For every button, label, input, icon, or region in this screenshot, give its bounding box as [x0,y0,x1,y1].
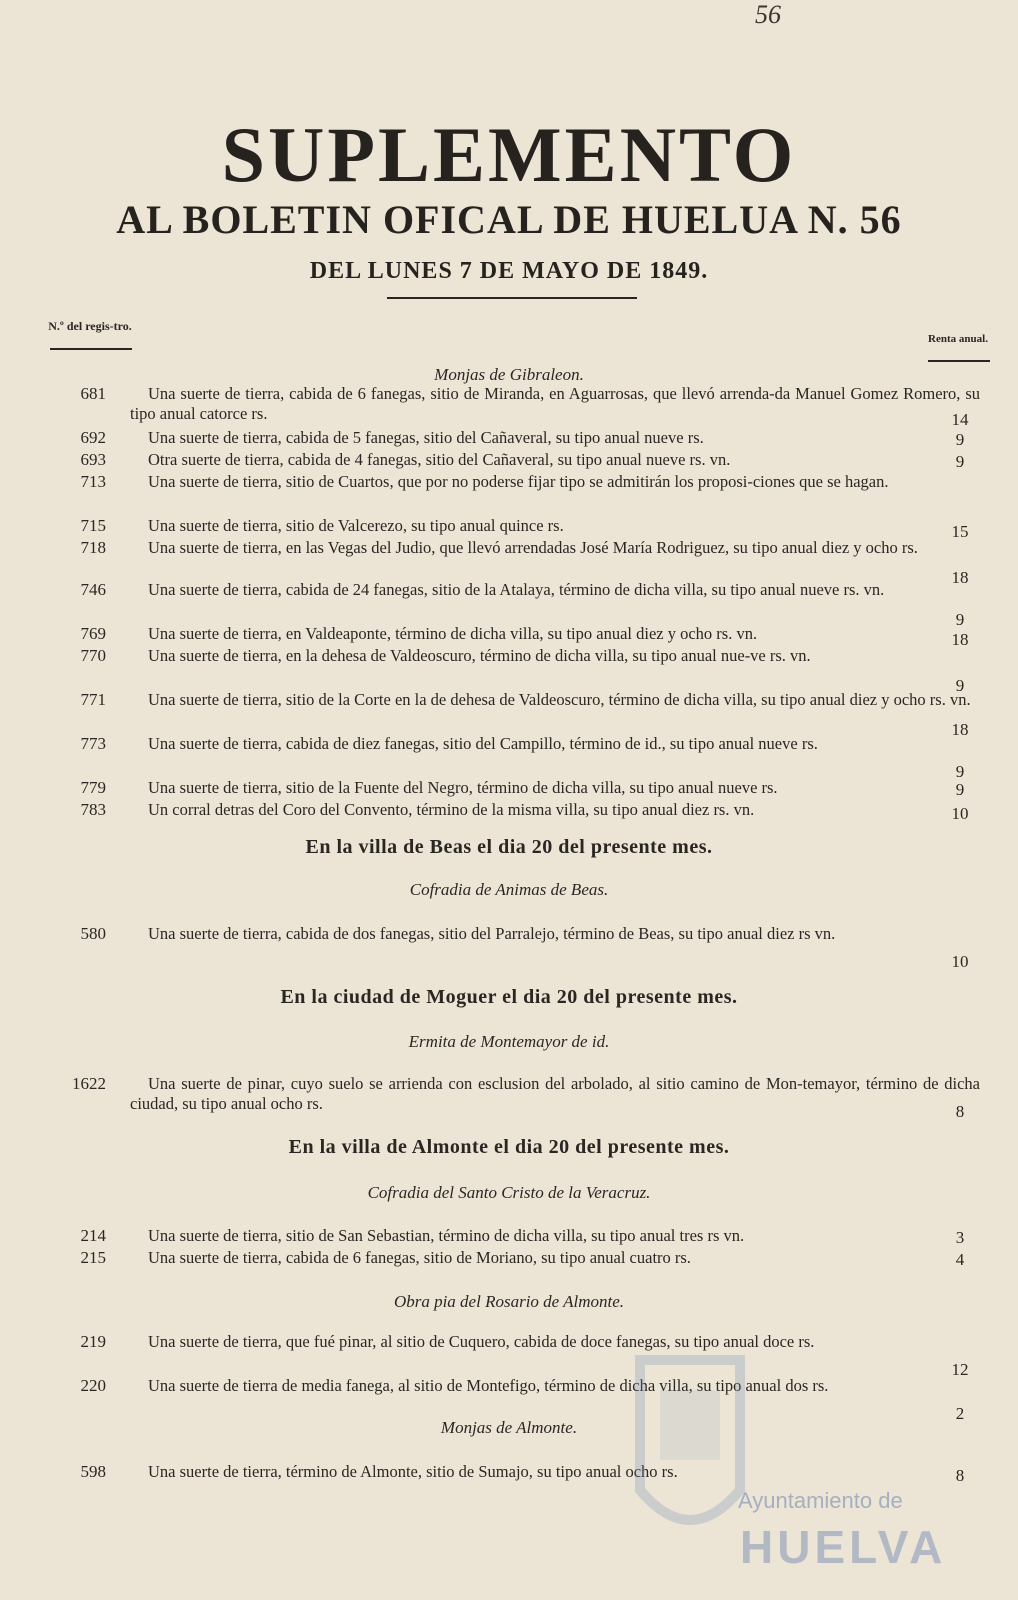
list-item [60,580,1000,629]
registry-number: 718 [80,538,106,557]
registry-number: 681 [80,384,106,403]
rent-value: 18 [951,720,969,739]
list-item [60,734,1000,781]
registry-number: 215 [80,1248,106,1267]
list-item [60,384,1000,429]
rent-value: 18 [951,568,969,587]
rent-value: 9 [955,780,965,799]
rent-value: 12 [951,1360,969,1379]
watermark-line1: Ayuntamiento de [738,1488,903,1513]
entry-text: Una suerte de tierra, cabida de 6 fanegas, sitio de Miranda, en Aguarrosas, que llevó arrenda-da Manuel Gomez Romero, su tipo anual catorce rs. [130,384,980,423]
rent-value: 9 [955,610,965,629]
entry-text: Una suerte de tierra, sitio de Valcerezo, su tipo anual quince rs. [148,516,564,535]
entry-text: Una suerte de tierra, cabida de 6 fanegas, sitio de Moriano, su tipo anual cuatro rs. [148,1248,691,1267]
entry-text: Una suerte de tierra, sitio de la Corte en la de dehesa de Valdeoscuro, término de dicha villa, su tipo anual diez y ocho rs. vn. [148,690,971,709]
entry-text: Una suerte de tierra, sitio de San Sebastian, término de dicha villa, su tipo anual tres rs vn. [148,1226,745,1245]
list-item [60,800,1000,840]
section-heading-moguer: Ermita de Montemayor de id. [408,1032,610,1051]
watermark-line2: HUELVA [740,1521,947,1573]
entry-text: Otra suerte de tierra, cabida de 4 fanegas, sitio del Cañaveral, su tipo anual nueve rs. vn. [148,450,731,469]
rent-value: 15 [951,522,969,541]
registry-number: 713 [80,472,106,491]
registry-number: 783 [80,800,106,819]
list-item [60,472,1000,512]
registry-number: 580 [80,924,106,943]
section-heading-rosario: Obra pia del Rosario de Almonte. [393,1292,625,1311]
entry-text: Una suerte de tierra, sitio de Cuartos, que por no poderse fijar tipo se admitirán los proposi-ciones que se hagan. [148,472,889,491]
entry-text: Una suerte de tierra, término de Almonte, sitio de Sumajo, su tipo anual ocho rs. [148,1462,678,1481]
entry-text: Una suerte de tierra, sitio de la Fuente del Negro, término de dicha villa, su tipo anual nueve rs. [148,778,778,797]
entry-text: Una suerte de tierra, en la dehesa de Valdeoscuro, término de dicha villa, su tipo anual nue-ve rs. vn. [148,646,811,665]
page-title: SUPLEMENTO [221,111,797,198]
rent-column-header: Renta anual. [928,333,988,345]
rent-value: 18 [951,630,969,649]
rent-value: 14 [951,410,969,429]
page-number: 56 [755,0,781,29]
registry-number: 693 [80,450,106,469]
rent-value: 8 [955,1466,965,1485]
entry-text: Un corral detras del Coro del Convento, término de la misma villa, su tipo anual diez rs. vn. [148,800,755,819]
rent-value: 4 [955,1250,965,1269]
entry-text: Una suerte de tierra, cabida de 24 fanegas, sitio de la Atalaya, término de dicha villa, su tipo anual nueve rs. vn. [148,580,885,599]
registry-number: 1622 [72,1074,106,1093]
registry-number: 769 [80,624,106,643]
registry-number: 214 [80,1226,106,1245]
rent-value: 9 [955,762,965,781]
section-heading-almonte-nuns: Monjas de Almonte. [440,1418,578,1437]
registry-number: 746 [80,580,106,599]
registry-number: 770 [80,646,106,665]
entry-text: Una suerte de pinar, cuyo suelo se arrienda con esclusion del arbolado, al sitio camino de Mon-temayor, término de dicha ciudad, su tipo anual ocho rs. [130,1074,980,1113]
registry-number: 692 [80,428,106,447]
list-item [60,1248,1000,1288]
entry-text: Una suerte de tierra, cabida de dos fanegas, sitio del Parralejo, término de Beas, su tipo anual diez rs vn. [148,924,836,943]
registry-header-rule [50,348,132,350]
rent-value: 3 [955,1228,965,1247]
list-item [60,538,1000,587]
venue-heading-beas: En la villa de Beas el dia 20 del presente mes. [305,836,713,858]
page-subtitle: AL BOLETIN OFICAL DE HUELUA N. 56 [116,197,902,242]
title-divider [387,297,637,299]
rent-value: 9 [955,676,965,695]
registry-number: 773 [80,734,106,753]
venue-heading-almonte: En la villa de Almonte el dia 20 del presente mes. [288,1136,730,1158]
list-item [60,646,1000,695]
registry-number: 219 [80,1332,106,1351]
registry-number: 771 [80,690,106,709]
entry-text: Una suerte de tierra, cabida de diez fanegas, sitio del Campillo, término de id., su tipo anual nueve rs. [148,734,818,753]
entry-text: Una suerte de tierra, que fué pinar, al sitio de Cuquero, cabida de doce fanegas, su tipo anual doce rs. [148,1332,815,1351]
entry-text: Una suerte de tierra, cabida de 5 fanegas, sitio del Cañaveral, su tipo anual nueve rs. [148,428,704,447]
list-item [60,1074,1000,1121]
rent-value: 2 [955,1404,965,1423]
registry-number: 779 [80,778,106,797]
rent-value: 9 [955,452,965,471]
date-line: DEL LUNES 7 DE MAYO DE 1849. [309,258,709,284]
rent-header-rule [928,360,990,362]
list-item [60,924,1000,971]
registry-number: 715 [80,516,106,535]
section-heading-beas: Cofradia de Animas de Beas. [409,880,609,899]
rent-value: 8 [955,1102,965,1121]
rent-value: 10 [951,804,969,823]
rent-value: 9 [955,430,965,449]
section-heading-gibraleon: Monjas de Gibraleon. [434,365,584,384]
rent-value: 10 [951,952,969,971]
entry-text: Una suerte de tierra, en Valdeaponte, término de dicha villa, su tipo anual diez y ocho rs. vn. [148,624,758,643]
entry-text: Una suerte de tierra, en las Vegas del Judio, que llevó arrendadas José María Rodriguez, su tipo anual diez y ocho rs. [148,538,918,557]
venue-heading-moguer: En la ciudad de Moguer el dia 20 del presente mes. [280,986,738,1008]
entry-text: Una suerte de tierra de media fanega, al sitio de Montefigo, término de dicha villa, su tipo anual dos rs. [148,1376,829,1395]
list-item [60,690,1000,739]
section-heading-veracruz: Cofradia del Santo Cristo de la Veracruz. [367,1183,651,1202]
registry-number: 598 [80,1462,106,1481]
registry-column-header: N.º del regis-tro. [48,319,132,333]
registry-number: 220 [80,1376,106,1395]
